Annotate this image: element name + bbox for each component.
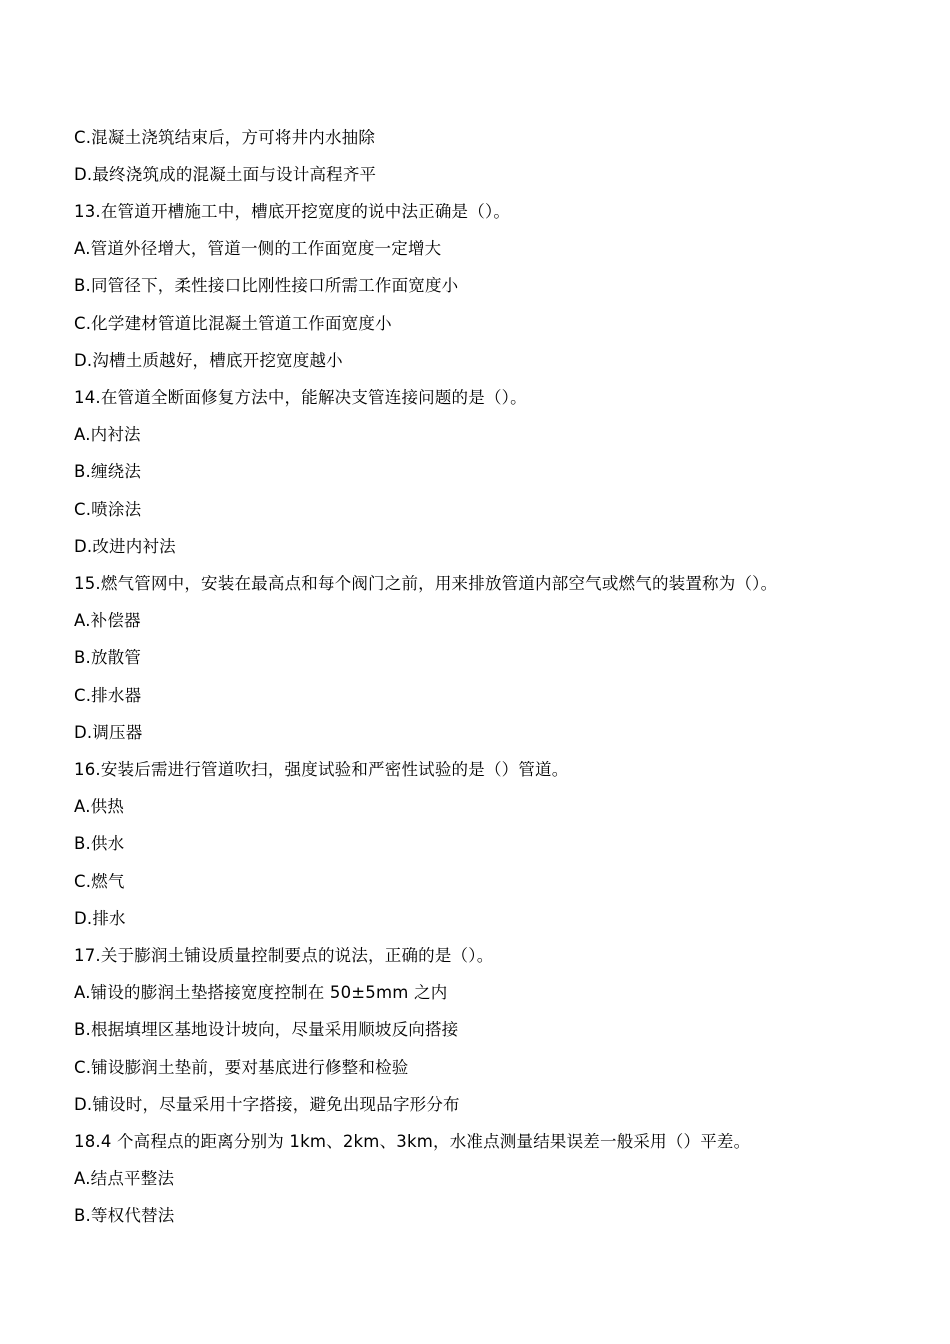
- question-13: 13.在管道开槽施工中，槽底开挖宽度的说中法正确是（）。: [74, 202, 511, 221]
- text-line: B.缠绕法: [74, 462, 142, 481]
- text-line: D.调压器: [74, 723, 143, 742]
- text-line: C.混凝土浇筑结束后，方可将井内水抽除: [74, 128, 376, 147]
- text-line: A.内衬法: [74, 425, 141, 444]
- text-line: A.补偿器: [74, 611, 141, 630]
- text-line: B.等权代替法: [74, 1206, 175, 1225]
- text-line: D.沟槽土质越好，槽底开挖宽度越小: [74, 351, 343, 370]
- question-17: 17.关于膨润土铺设质量控制要点的说法，正确的是（）。: [74, 946, 494, 965]
- text-line: D.改进内衬法: [74, 537, 176, 556]
- text-line: B.供水: [74, 834, 125, 853]
- question-15: 15.燃气管网中，安装在最高点和每个阀门之前，用来排放管道内部空气或燃气的装置称为（）。: [74, 574, 778, 593]
- text-line: B.根据填埋区基地设计坡向，尽量采用顺坡反向搭接: [74, 1020, 459, 1039]
- text-line: A.管道外径增大，管道一侧的工作面宽度一定增大: [74, 239, 442, 258]
- text-line: A.结点平整法: [74, 1169, 175, 1188]
- text-line: D.排水: [74, 909, 126, 928]
- text-line: C.化学建材管道比混凝土管道工作面宽度小: [74, 314, 392, 333]
- text-line: B.放散管: [74, 648, 142, 667]
- text-line: C.燃气: [74, 872, 125, 891]
- text-line: B.同管径下，柔性接口比刚性接口所需工作面宽度小: [74, 276, 459, 295]
- text-line: A.供热: [74, 797, 125, 816]
- question-14: 14.在管道全断面修复方法中，能解决支管连接问题的是（）。: [74, 388, 527, 407]
- question-16: 16.安装后需进行管道吹扫，强度试验和严密性试验的是（）管道。: [74, 760, 569, 779]
- text-line: D.铺设时，尽量采用十字搭接，避免出现品字形分布: [74, 1095, 460, 1114]
- text-line: A.铺设的膨润土垫搭接宽度控制在 50±5mm 之内: [74, 983, 448, 1002]
- text-line: C.铺设膨润土垫前，要对基底进行修整和检验: [74, 1058, 409, 1077]
- text-line: C.喷涂法: [74, 500, 142, 519]
- text-line: C.排水器: [74, 686, 142, 705]
- question-18: 18.4 个高程点的距离分别为 1km、2km、3km，水准点测量结果误差一般采用（）平差。: [74, 1132, 751, 1151]
- text-line: D.最终浇筑成的混凝土面与设计高程齐平: [74, 165, 377, 184]
